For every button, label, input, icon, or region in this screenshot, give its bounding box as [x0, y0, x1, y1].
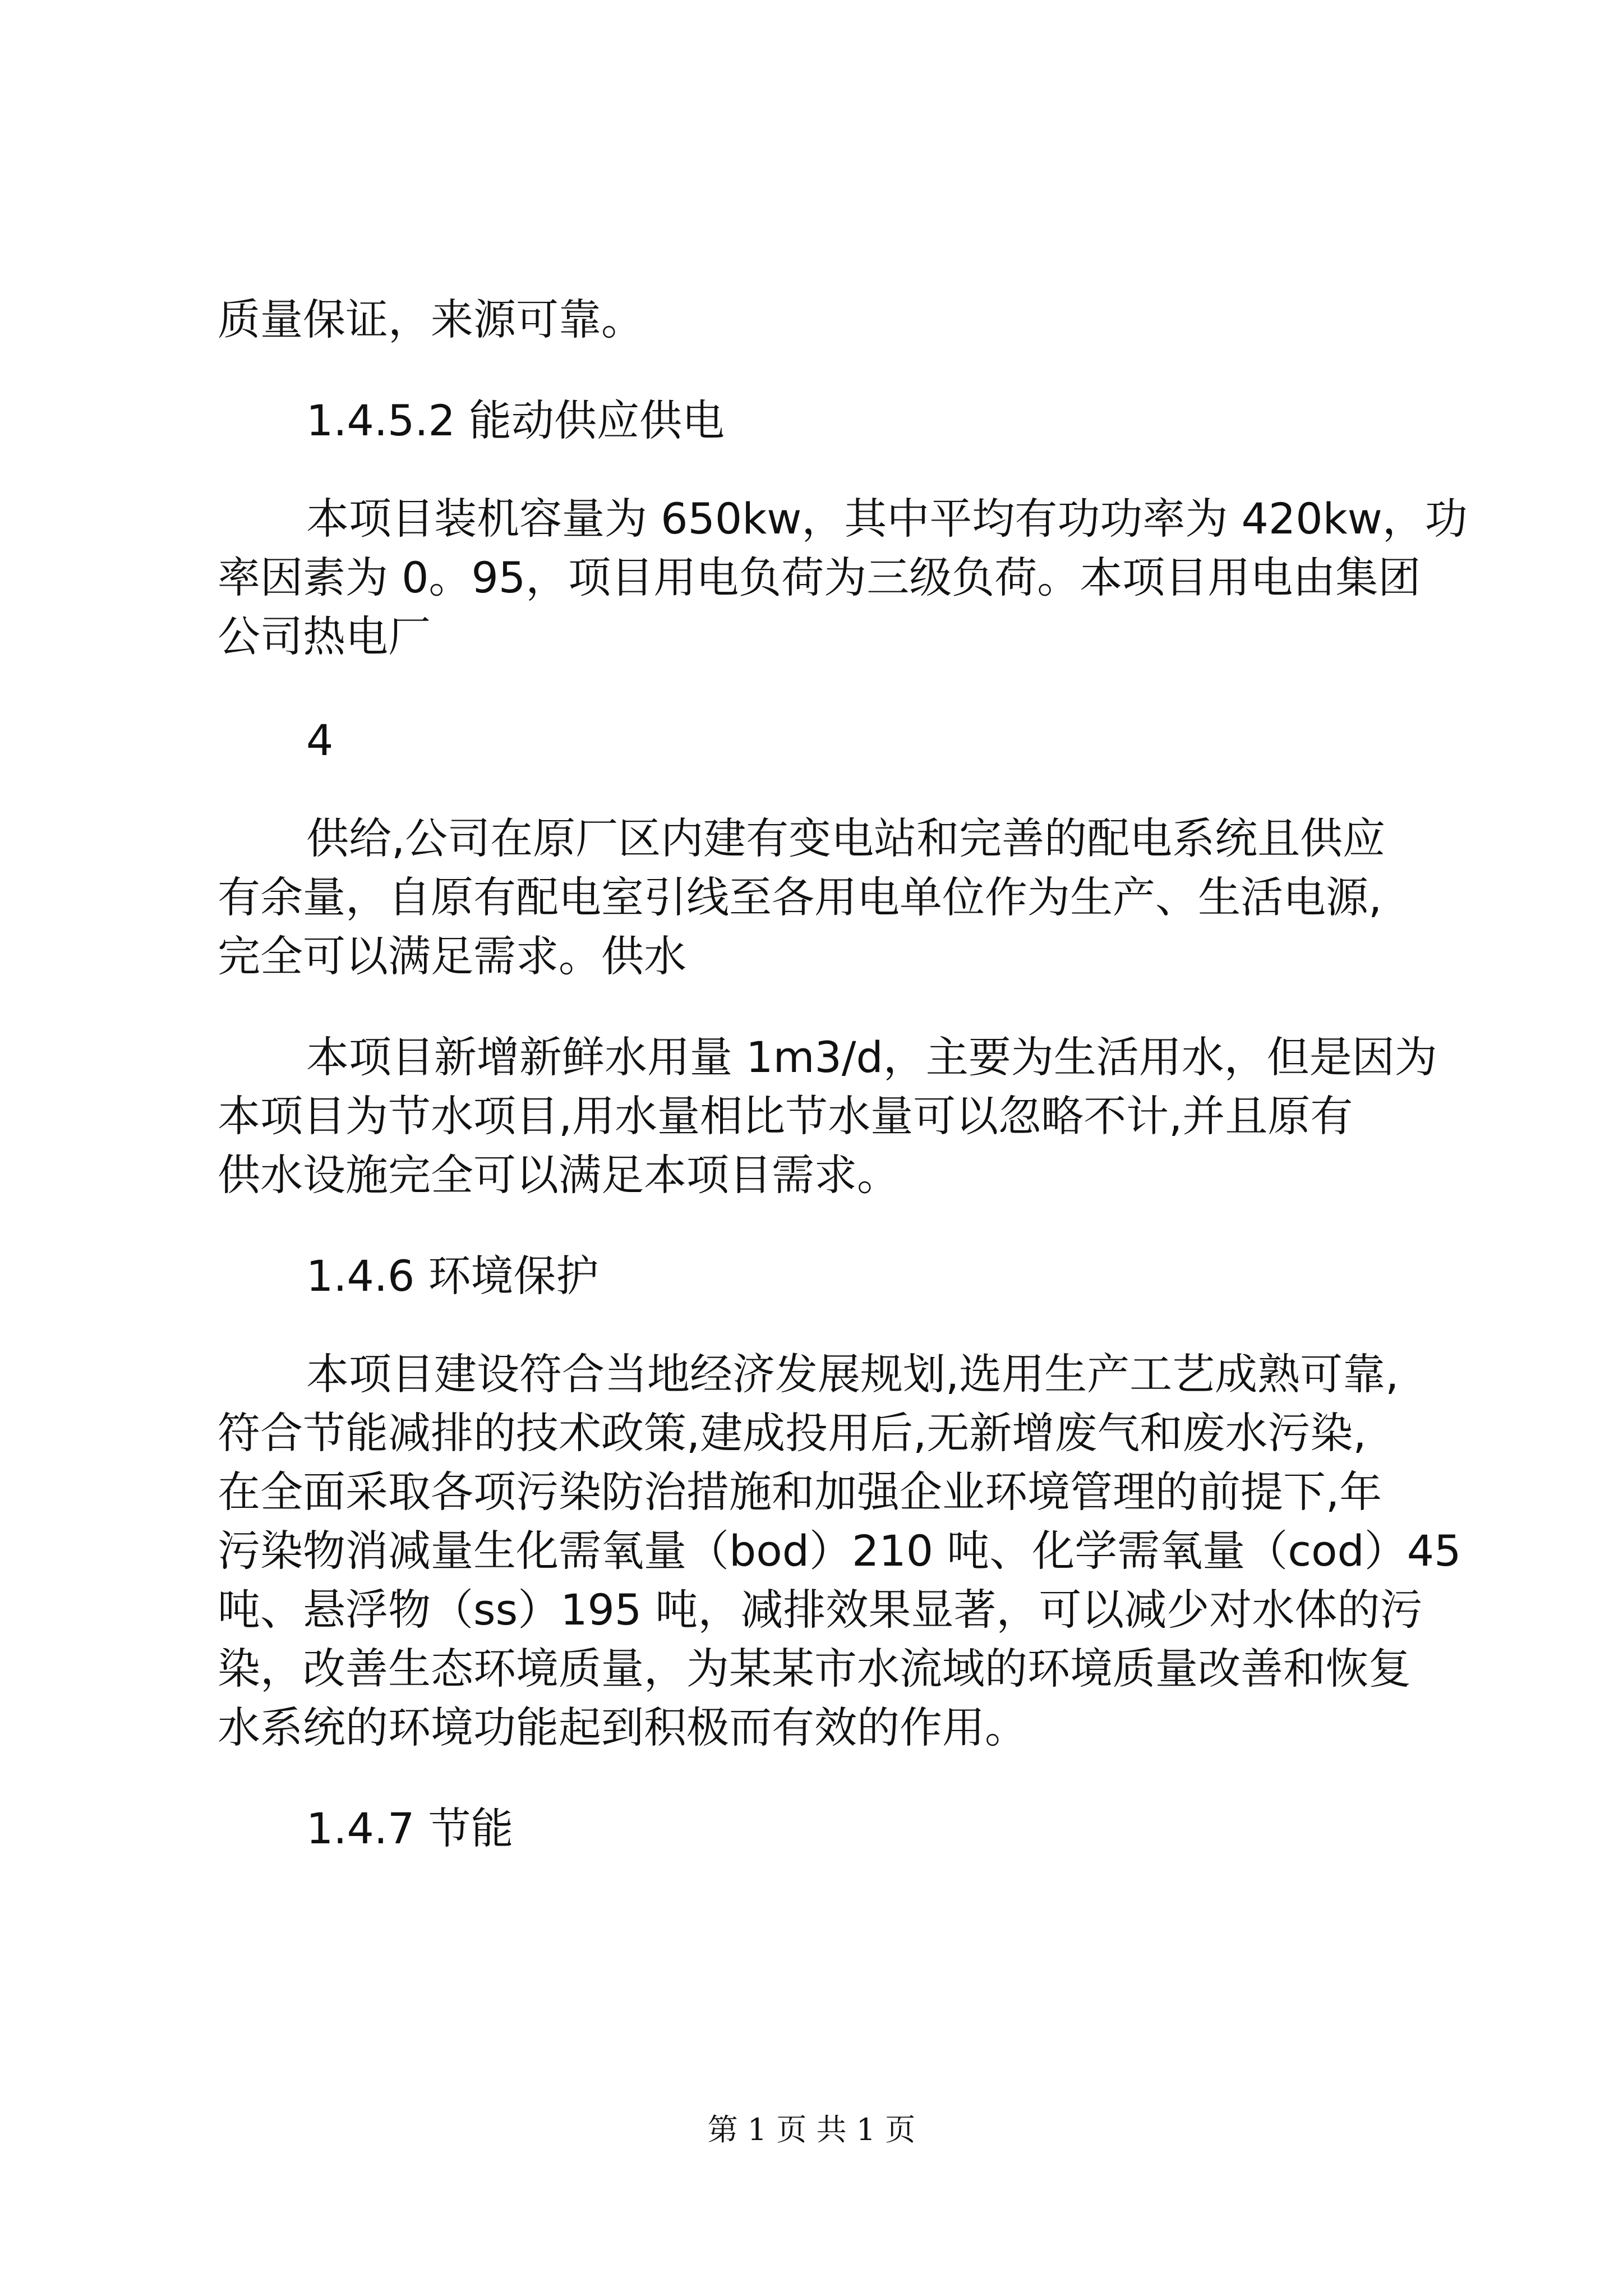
- section-heading-1-4-6: 1.4.6 环境保护: [306, 1251, 599, 1301]
- paragraph-line: 完全可以满足需求。供水: [218, 931, 686, 981]
- inline-page-number: 4: [306, 715, 334, 765]
- paragraph-line: 污染物消减量生化需氧量（bod）210 吨、化学需氧量（cod）45: [218, 1526, 1461, 1576]
- paragraph-line: 质量保证，来源可靠。: [218, 295, 644, 344]
- section-heading-1-4-7: 1.4.7 节能: [306, 1803, 514, 1853]
- paragraph-line: 符合节能减排的技术政策,建成投用后,无新增废气和废水污染,: [218, 1408, 1367, 1458]
- paragraph-line: 公司热电厂: [218, 611, 431, 661]
- paragraph-line: 在全面采取各项污染防治措施和加强企业环境管理的前提下,年: [218, 1467, 1382, 1517]
- paragraph-line: 染，改善生态环境质量，为某某市水流域的环境质量改善和恢复: [218, 1644, 1411, 1694]
- paragraph-line: 率因素为 0。95，项目用电负荷为三级负荷。本项目用电由集团: [218, 553, 1421, 602]
- paragraph-line: 供水设施完全可以满足本项目需求。: [218, 1150, 900, 1200]
- paragraph-line: 供给,公司在原厂区内建有变电站和完善的配电系统且供应: [306, 813, 1386, 863]
- section-heading-1-4-5-2: 1.4.5.2 能动供应供电: [306, 395, 725, 445]
- paragraph-line: 吨、悬浮物（ss）195 吨，减排效果显著，可以减少对水体的污: [218, 1585, 1423, 1635]
- paragraph-line: 本项目新增新鲜水用量 1m3/d，主要为生活用水，但是因为: [306, 1032, 1437, 1082]
- paragraph-line: 本项目建设符合当地经济发展规划,选用生产工艺成熟可靠,: [306, 1349, 1399, 1399]
- paragraph-line: 水系统的环境功能起到积极而有效的作用。: [218, 1703, 1027, 1752]
- paragraph-line: 有余量，自原有配电室引线至各用电单位作为生产、生活电源,: [218, 872, 1382, 922]
- paragraph-line: 本项目为节水项目,用水量相比节水量可以忽略不计,并且原有: [218, 1091, 1353, 1141]
- paragraph-line: 本项目装机容量为 650kw，其中平均有功功率为 420kw，功: [306, 494, 1468, 544]
- page-footer: 第 1 页 共 1 页: [707, 2112, 916, 2147]
